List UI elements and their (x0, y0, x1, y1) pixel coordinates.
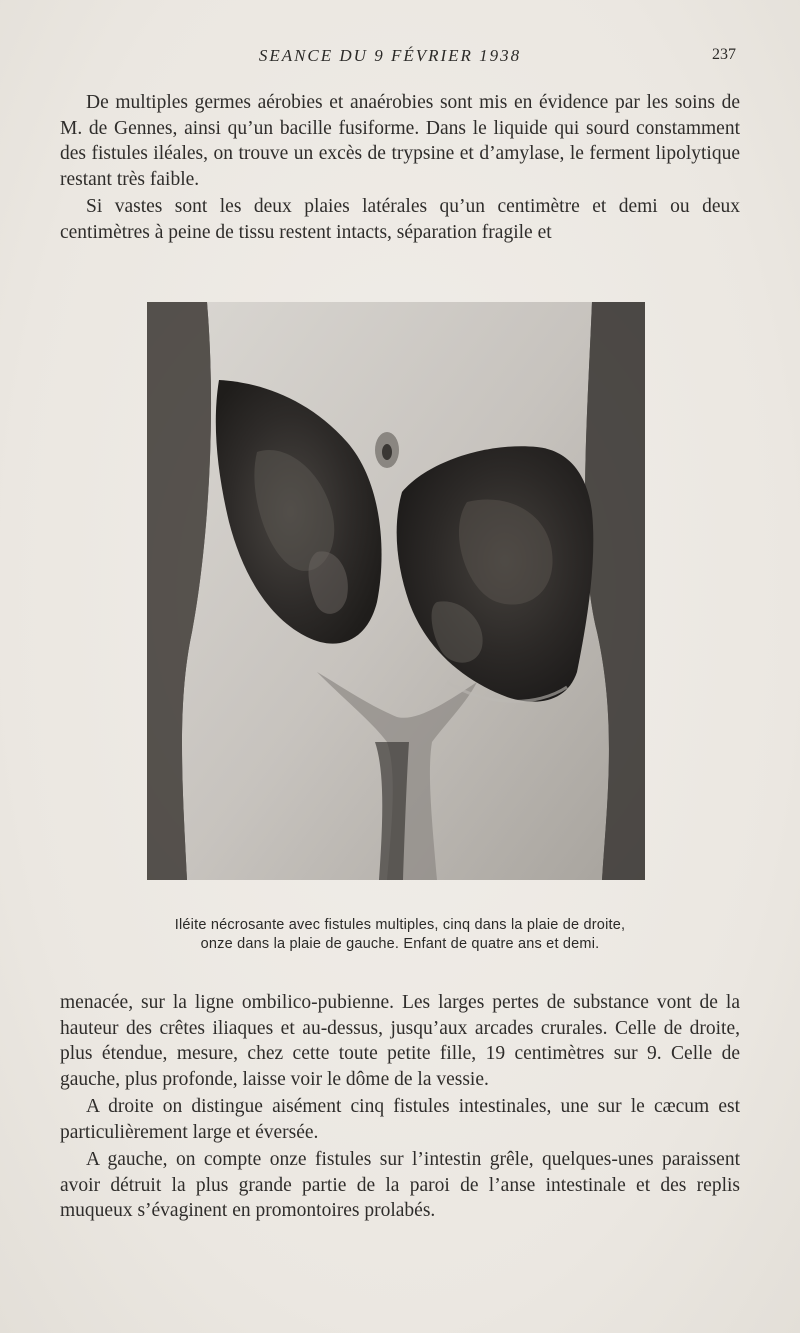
page-number: 237 (712, 46, 736, 63)
paragraph: A gauche, on compte onze fistules sur l’intestin grêle, quelques-unes paraissent avoir détruit la plus grande partie de la paroi de l’anse intestinale et des replis muqueux s’évaginent en promontoires prolabés. (60, 1149, 740, 1221)
paragraph: menacée, sur la ligne ombilico-pubienne. Les larges pertes de substance vont de la hauteur des crêtes iliaques et au-dessus, jusqu’aux arcades crurales. Celle de droite, plus étendue, mesure, chez cette toute petite fille, 19 centimètres sur 9. Celle de gauche, plus profonde, laisse voir le dôme de la vessie. (60, 992, 740, 1090)
caption-line: Iléite nécrosante avec fistules multiples, cinq dans la plaie de droite, (174, 917, 626, 933)
paragraph: Si vastes sont les deux plaies latérales qu’un centimètre et demi ou deux centimètres à peine de tissu restent intacts, séparation fragile et (60, 196, 740, 243)
figure-caption (80, 916, 720, 954)
text-block-top (60, 90, 740, 245)
caption-line: onze dans la plaie de gauche. Enfant de quatre ans et demi. (200, 936, 600, 952)
clinical-photograph (147, 302, 645, 880)
paragraph: De multiples germes aérobies et anaérobies sont mis en évidence par les soins de M. de Gennes, ainsi qu’un bacille fusiforme. Dans le liquide qui sourd constamment des fistules iléales, on trouve un excès de trypsine et d’amylase, le ferment lipolytique restant très faible. (60, 92, 740, 190)
photograph-illustration (147, 302, 645, 880)
running-head (0, 46, 800, 70)
paragraph: A droite on distingue aisément cinq fistules intestinales, une sur le cæcum est particulièrement large et éversée. (60, 1096, 740, 1143)
running-title: SEANCE DU 9 FÉVRIER 1938 (258, 46, 522, 65)
text-block-bottom (60, 990, 740, 1224)
